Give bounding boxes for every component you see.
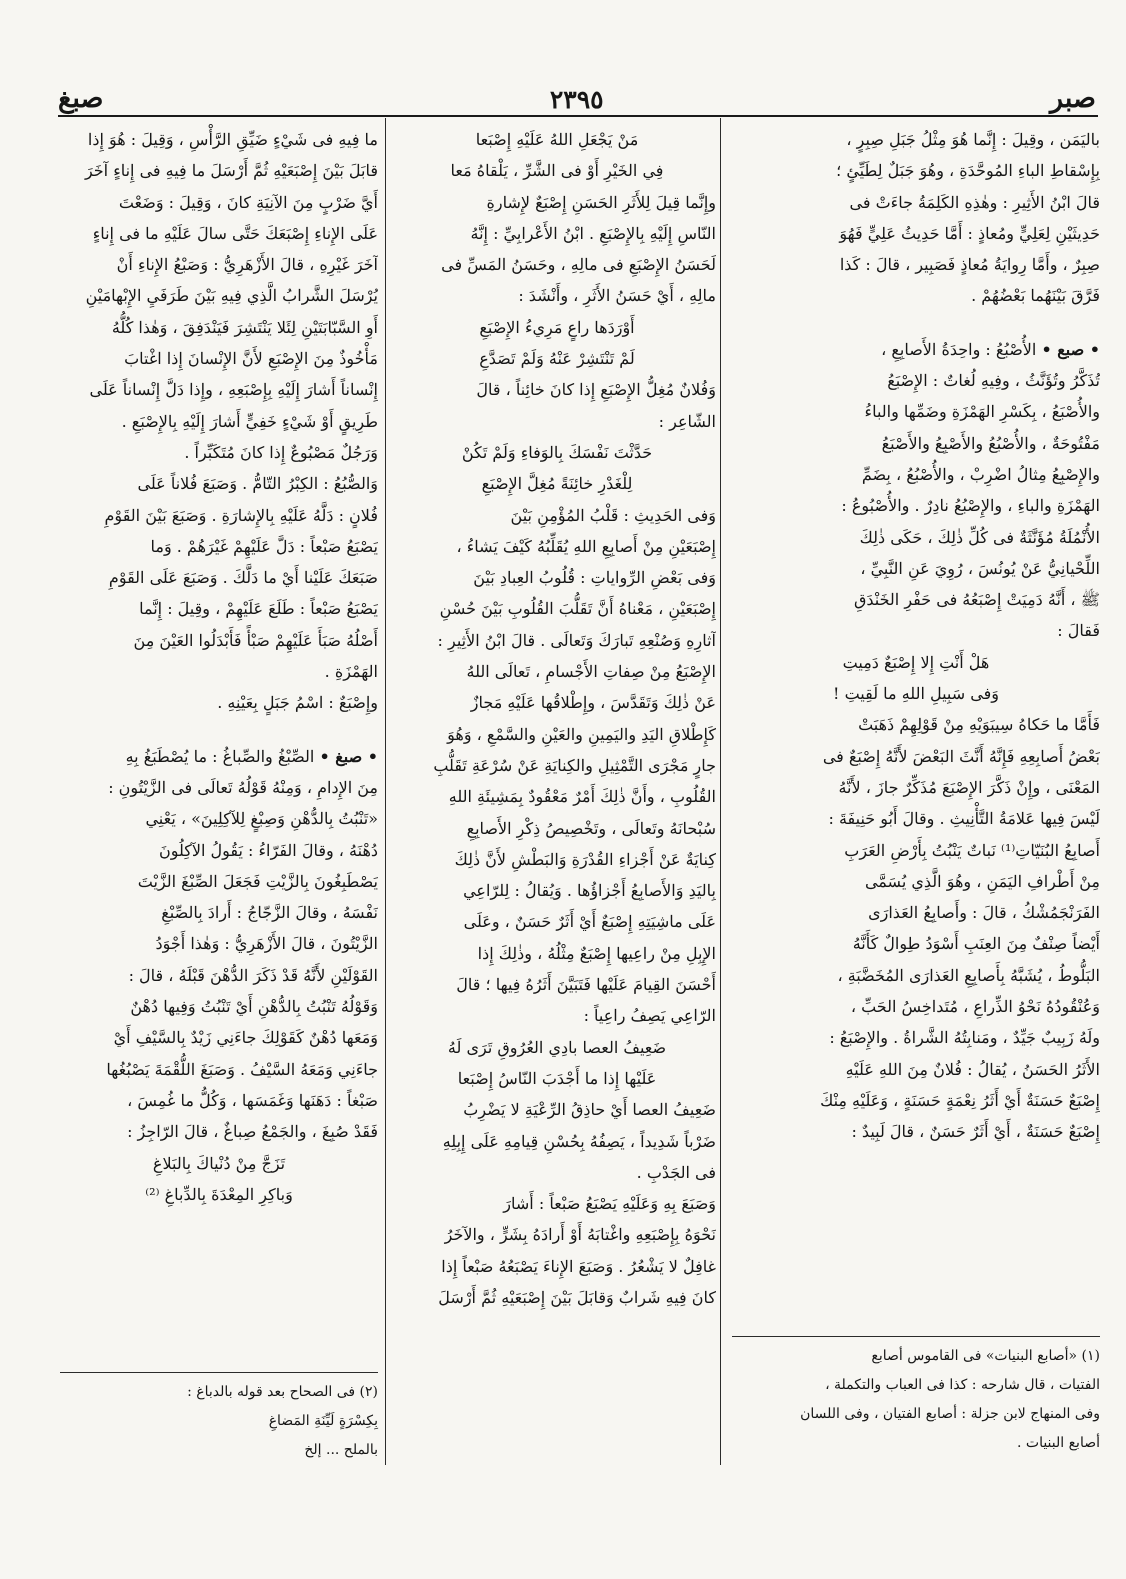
- text-line: المَعْنَى ، وإِنْ ذَكَّرَ الإِصْبَعَ مُذَكِّرٌ جازَ ، لأَنَّهُ: [838, 777, 1100, 797]
- text-line: باليَمَن ، وقِيلَ : إِنَّما هُوَ مِثْلُ جَبَلِ صِبِرٍ ،: [846, 130, 1100, 149]
- text-line: بَعْضُ أَصابِعِهِ فَإِنَّهُ أَنَّثَ البَعْضَ لأَنَّهُ إِصْبَعٌ فى: [822, 746, 1100, 766]
- text-line: بالملح ... إلخ: [304, 1442, 378, 1458]
- verse: [398, 1032, 716, 1095]
- text-line: أَحْسَنَ القِيامَ عَلَيْها فَتَبَيَّنَ أَثَرُهُ فِيها ؛ قالَ: [456, 975, 716, 995]
- entry-first-line: الصِّبْغُ والصِّباغُ : ما يُصْطَبَغُ بِهِ: [125, 746, 315, 766]
- text-line: وإِنَّما قِيلَ لِلأَثَرِ الحَسَنِ إِصْبَعٌ لإِشارةِ: [486, 192, 716, 212]
- text-line: ضَرْباً شَدِيداً ، يَصِفُهُ بِحُسْنِ قِيامِهِ عَلَى إِبِلِهِ: [442, 1131, 716, 1151]
- page-number: ٢٣٩٥: [549, 85, 604, 114]
- text-line: القَوْلَيْنِ لأَنَّهُ قَدْ ذَكَرَ الدُّهْنَ قَبْلَهُ ، قالَ :: [128, 965, 378, 985]
- running-word-left: صبغ: [58, 83, 104, 114]
- footnote: [60, 1378, 378, 1465]
- verse-line: هَلْ أَنْتِ إِلا إِصْبَعٌ دَمِيتِ: [842, 652, 990, 672]
- text-line: الإِصْبَعُ مِنْ صِفاتِ الأَجْسامِ ، تَعالَى اللهُ: [466, 662, 716, 682]
- text-line: النّاسِ إِلَيْهِ بِالإِصْبَعِ . ابْنُ الأَعْرابِيِّ : إِنَّهُ: [470, 223, 716, 243]
- text-line: لَحَسَنُ الإِصْبَعِ فى مالِهِ ، وحَسَنُ المَسِّ فى: [441, 255, 716, 275]
- text-line: وَفُلانٌ مُغِلُّ الإِصْبَعِ إِذا كانَ خائِناً ، قالَ: [476, 380, 716, 400]
- text-block: [398, 374, 716, 437]
- text-line: فَأَمَّا ما حَكاهُ سِيبَوَيْهِ مِنْ قَوْلِهِمْ ذَهَبَتْ: [858, 715, 1100, 735]
- entry-headword: • صبغ •: [319, 746, 378, 766]
- text-line: نَفْسَهُ ، وقالَ الزَّجّاجُ : أَرادَ بِالصِّبْغِ: [161, 903, 378, 923]
- text-line: الأُنْمُلَةُ مُؤَنَّثَةٌ فى كُلِّ ذٰلِكَ ، حَكَى ذٰلِكَ: [859, 527, 1100, 547]
- verse-line: وَباكِرِ المِعْدَةَ بِالدِّباغِ ⁽²⁾: [145, 1184, 293, 1204]
- text-line: عَلَى الإِناءِ إِصْبَعَكَ حَتَّى سالَ عَلَيْهِ ما فى إِناءٍ: [92, 223, 378, 243]
- column-right: [732, 124, 1100, 1148]
- text-line: إِصْبَعٌ حَسَنَةٌ ، أَيْ أَثَرٌ حَسَنٌ ، قالَ لَبِيدٌ :: [851, 1122, 1100, 1142]
- text-line: يَصْطَبِغُونَ بِالزَّيْتِ فَجَعَلَ الصِّبْغَ الزَّيْتَ: [137, 871, 378, 891]
- verse-line: ضَعِيفُ العصا بادِي العُرُوقِ تَرَى لَهُ: [447, 1037, 667, 1057]
- text-line: أَيَّ ضَرْبٍ مِنَ الآنِيَةِ كانَ ، وَقِيلَ : وَضَعْتَ: [118, 192, 378, 212]
- text-line: ضَعِيفُ العصا أَيْ حاذِقُ الرِّعْيَةِ لا يَضْرِبُ: [463, 1100, 716, 1120]
- column-divider: [720, 118, 721, 1465]
- text-line: وَصَبَعَ بِهِ وَعَلَيْهِ يَصْبَعُ صَبْعاً : أَشارَ: [503, 1194, 716, 1214]
- verse-line: وَفى سَبِيلِ اللهِ ما لَقِيتِ !: [833, 684, 999, 704]
- text-line: حَدِيثَيْنِ لِعَلِيٍّ ومُعاذٍ : أَمَّا حَدِيثُ عَلِيٍّ فَهُوَ: [839, 223, 1100, 243]
- text-line: أَيْضاً صِنْفٌ مِنَ العِنَبِ أَسْوَدُ طِوالٌ كَأَنَّهُ: [852, 934, 1100, 954]
- text-line: بِاليَدِ وَالأَصابِعُ أَجْزاؤُها . وَيُقالُ : لِلرّاعِي: [463, 881, 716, 901]
- column-left: [60, 124, 378, 1210]
- text-line: مالِهِ ، أَيْ حَسَنُ الأَثَرِ ، وأَنْشَدَ :: [518, 286, 716, 306]
- text-block: [60, 772, 378, 1148]
- text-line: كِنايَةٌ عَنْ أَجْزاءِ القُدْرَةِ وَالبَطْشِ لأَنَّ ذٰلِكَ: [454, 849, 716, 869]
- text-line: وإِصْبَعٌ : اسْمُ جَبَلٍ بِعَيْنِهِ .: [217, 693, 378, 713]
- text-line: غافِلٌ لا يَشْعُرُ . وَصَبَعَ الإِناءَ يَصْبَعُهُ صَبْعاً إِذا: [441, 1256, 716, 1276]
- text-block: [398, 187, 716, 312]
- footnote: [732, 1342, 1100, 1458]
- verse-line: أَوْرَدَها راعٍ مَرِيءُ الإِصْبَعِ: [479, 317, 635, 337]
- verse-line: لَمْ تَنْتَشِرْ عَنْهُ وَلَمْ تَصَدَّعِ: [479, 349, 635, 369]
- text-line: يَصْبَعُ صَبْعاً : طَلَعَ عَلَيْهِمْ ، وقِيلَ : إِنَّما: [139, 599, 378, 619]
- text-line: إِنْساناً أَشارَ إِلَيْهِ بِإِصْبَعِهِ ، وإِذا دَلَّ إِنْساناً عَلَى: [89, 380, 378, 400]
- text-line: وَرَجُلٌ مَصْبُوعٌ إِذا كانَ مُتَكَبِّراً .: [184, 442, 378, 462]
- text-line: إِصْبَعٌ حَسَنَةٌ أَيْ أَثَرُ نِعْمَةٍ حَسَنَةٍ ، وَعَلَيْهِ مِنْكَ: [820, 1090, 1100, 1110]
- column-divider: [385, 118, 386, 1465]
- text-line: دُهْنَهُ ، وقالَ الفَرّاءُ : يَقُولُ الآكِلُونَ: [158, 840, 378, 860]
- text-line: مَفْتُوحَةٌ ، والأُصْبُعُ والأَصْبِعُ والأَصْبَعُ: [881, 433, 1100, 453]
- text-line: وَعُنْقُودُهُ نَحْوُ الذِّراعِ ، مُتَداخِسُ الحَبِّ ،: [850, 997, 1100, 1017]
- page-header: [58, 74, 1096, 114]
- entry-paragraph: [732, 334, 1100, 365]
- text-line: آخَرَ غَيْرِهِ ، قالَ الأَزْهَرِيُّ : وَصَبْعُ الإِناءِ أَنْ: [116, 255, 378, 275]
- verse-line: حَدَّثْتَ نَفْسَكَ بِالوَفاءِ وَلَمْ تَكُنْ: [461, 442, 653, 462]
- text-line: قابَلَ بَيْنَ إِصْبَعَيْهِ ثُمَّ أَرْسَلَ ما فِيهِ فى إِناءٍ آخَرَ: [84, 161, 378, 181]
- text-line: صَبْغاً : دَهَنَها وَغَمَسَها ، وَكُلُّ ما غُمِسَ ،: [127, 1090, 378, 1110]
- text-line: صَبَعَكَ عَلَيْنا أَيْ ما دَلَّكَ . وَصَبَعَ عَلَى القَوْمِ: [108, 568, 378, 588]
- text-line: وَمَعَها دُهْنٌ كَقَوْلِكَ جاءَنِي زَيْدٌ بِالسَّيْفِ أَيْ: [113, 1028, 378, 1048]
- text-line: فَقَدْ صُبِغَ ، والجَمْعُ صِباغٌ ، قالَ الرّاجِزُ :: [127, 1122, 378, 1142]
- verse: [398, 124, 716, 187]
- text-line: (١) «أصابع البنيات» فى القاموس أصابع: [871, 1348, 1100, 1364]
- text-line: ﷺ ، أَنَّهُ دَمِيَتْ إِصْبَعُهُ فى حَفْرِ الخَنْدَقِ: [853, 590, 1100, 610]
- text-line: البَلُّوطُ ، يُشَبَّهُ بِأَصابِعِ العَذارَى المُخَضَّبَةِ ،: [837, 965, 1100, 985]
- text-line: وَقَوْلُهُ تَنْبُتُ بِالدُّهْنِ أَيْ تَنْبُتُ وَفِيها دُهْنٌ: [130, 997, 378, 1017]
- entry-first-line: الأُصْبُعُ : واحِدَةُ الأَصابِعِ ،: [881, 339, 1037, 359]
- text-line: يُرْسَلَ الشَّرابُ الَّذِي فِيهِ بَيْنَ طَرَفَيِ الإِبْهامَيْنِ: [85, 286, 378, 306]
- text-line: وَالصُّبُعُ : الكِبْرُ التّامُّ . وَصَبَعَ فُلاناً عَلَى: [137, 474, 378, 494]
- verse-line: عَلَيْها إِذا ما أَجْدَبَ النّاسُ إِصْبَعا: [457, 1068, 657, 1088]
- entry-paragraph: [60, 741, 378, 772]
- verse: [60, 1148, 378, 1211]
- text-line: الزَّيْتُونَ ، قالَ الأَزْهَرِيُّ : وَهٰذا أَجْوَدُ: [155, 934, 378, 954]
- text-block: [398, 1094, 716, 1313]
- text-line: وَفى الحَدِيثِ : قَلْبُ المُؤْمِنِ بَيْنَ: [510, 505, 716, 525]
- text-line: الشّاعِر :: [658, 411, 716, 431]
- text-line: عَلَى ماشِيَتِهِ إِصْبَعٌ أَيْ أَثَرٌ حَسَنٌ ، وعَلَى: [463, 912, 716, 932]
- text-line: وَفى بَعْضِ الرِّواياتِ : قُلُوبُ العِبادِ بَيْنَ: [473, 568, 716, 588]
- text-line: صِبِرٌ ، وأَمَّا رِوايَةُ مُعاذٍ فَصَبِير ، قالَ : كَذا: [839, 255, 1100, 275]
- text-line: جارٍ مَجْرَى التَّمْثِيلِ والكِنايَةِ عَنْ سُرْعَةِ تَقَلُّبِ: [433, 755, 716, 775]
- text-line: اللِّحْيانِيُّ عَنْ يُونُسَ ، رُوِيَ عَنِ النَّبِيِّ ،: [860, 558, 1100, 578]
- text-line: أَصابِعُ البُنَيّاتِ⁽¹⁾ نَباتٌ يَنْبُتُ بِأَرْضِ العَرَبِ: [844, 840, 1100, 860]
- text-line: جاءَنِي وَمَعَهُ السَّيْفُ . وَصَبَغَ اللُّقْمَةَ يَصْبُغُها: [106, 1059, 378, 1079]
- verse-line: تَزَجَّ مِنْ دُنْياكَ بِالبَلاغِ: [152, 1153, 286, 1173]
- text-line: فَقالَ :: [1057, 621, 1100, 641]
- text-line: بِإِسْقاطِ الباءِ المُوحَّدَةِ ، وهُوَ جَبَلٌ لِطَيِّئٍ ؛: [836, 161, 1100, 181]
- text-line: «تَنْبُتُ بِالدُّهْنِ وَصِبْغٍ لِلآكِلِينَ» ، يَعْنِي: [145, 809, 378, 829]
- text-line: آثارِهِ وَصُنْعِهِ تَبارَكَ وَتَعالَى . قالَ ابْنُ الأَثِيرِ :: [437, 630, 716, 650]
- verse-line: فِي الخَيْرِ أَوْ فى الشَّرِّ ، يَلْقاهُ مَعا: [450, 161, 664, 181]
- text-line: قالَ ابْنُ الأَثِيرِ : وهٰذِهِ الكَلِمَةُ جاءَتْ فى: [849, 192, 1100, 212]
- text-line: تُذَكَّرُ وتُؤَنَّثُ ، وفِيهِ لُغاتٌ : الإِصْبَعُ: [887, 371, 1100, 391]
- text-line: الفتيات ، قال شارحه : كذا فى العباب والتكملة ،: [825, 1377, 1100, 1393]
- text-line: الفَرَنْجَمُشْكُ ، قالَ : وأَصابِعُ العَذارَى: [868, 903, 1100, 923]
- text-line: فُلانٍ : دَلَّهُ عَلَيْهِ بِالإِشارَةِ . وَصَبَعَ بَيْنَ القَوْمِ: [104, 505, 378, 525]
- text-line: فَرَّقَ بَيْنَهُما بَعْضُهُمْ .: [971, 286, 1100, 306]
- header-rule: [58, 115, 1098, 117]
- text-line: أَوِ السَّبّابَتَيْنِ لِئَلا يَنْتَشِرَ فَيَنْدَفِقَ ، وَهٰذا كُلُّهُ: [111, 317, 378, 337]
- running-word-right: صبر: [1050, 83, 1096, 114]
- text-line: يَصْبَعُ صَبْعاً : دَلَّ عَلَيْهِمْ غَيْرَهُمْ . وَما: [150, 536, 378, 556]
- text-line: نَحْوَهُ بِإِصْبَعِهِ واغْتابَهُ أَوْ أَرادَهُ بِشَرٍّ ، والآخَرُ: [444, 1225, 716, 1245]
- text-block: [398, 500, 716, 1032]
- footnote-rule: [60, 1372, 378, 1373]
- text-line: لَيْسَ فِيها عَلامَةُ التَّأْنِيثِ . وقالَ أَبُو حَنِيفَةَ :: [828, 809, 1100, 829]
- verse: [398, 312, 716, 375]
- text-line: القُلُوبِ ، وأَنَّ ذٰلِكَ أَمْرٌ مَعْقُودٌ بِمَشِيئَةِ اللهِ: [448, 787, 716, 807]
- text-line: أصابع البنيات .: [1016, 1435, 1100, 1451]
- text-line: الهَمْزَةِ والباءِ ، والإِصْبُعُ نادِرٌ . والأُصْبُوعُ :: [841, 496, 1100, 516]
- text-line: أَصْلُهُ صَبَأَ عَلَيْهِمْ صَبْأً فَأَبْدَلُوا العَيْنَ مِنَ: [133, 630, 378, 650]
- text-line: إِصْبَعَيْنِ مِنْ أَصابِعِ اللهِ يُقَلِّبُهُ كَيْفَ يَشاءُ ،: [456, 536, 716, 556]
- entry-headword: • صبع •: [1041, 339, 1100, 359]
- verse-line: مَنْ يَجْعَلِ اللهُ عَلَيْهِ إِصْبَعا: [475, 130, 639, 149]
- text-block: [60, 124, 378, 719]
- text-block: [732, 124, 1100, 312]
- text-block: [732, 709, 1100, 1147]
- text-line: (٢) فى الصحاح بعد قوله بالدباغ :: [187, 1384, 378, 1400]
- text-line: فى الجَدْبِ .: [636, 1162, 716, 1182]
- text-line: ولَهُ زَبِيبٌ جَيِّدٌ ، ومَنابِتُهُ الشَّراةُ . والإِصْبَعُ :: [829, 1028, 1100, 1048]
- verse: [398, 437, 716, 500]
- text-line: والإِصْبِعُ مِثالُ اضْرِبْ ، والأُصْبُعُ ، بِضَمِّ: [861, 464, 1100, 484]
- text-line: الرّاعِي يَصِفُ راعِياً :: [583, 1006, 716, 1026]
- text-line: كانَ فِيهِ شَرابٌ وَقابَلَ بَيْنَ إِصْبَعَيْهِ ثُمَّ أَرْسَلَ: [438, 1287, 716, 1307]
- verse-line: لِلْغَدْرِ خائِنَةً مُغِلَّ الإِصْبَعِ: [481, 474, 633, 494]
- text-line: إِصْبَعَيْنِ ، مَعْناهُ أَنَّ تَقَلُّبَ القُلُوبِ بَيْنَ حُسْنِ: [439, 599, 716, 619]
- text-line: سُبْحانَهُ وتَعالَى ، وتَخْصِيصُ ذِكْرِ الأَصابِعِ: [466, 818, 716, 838]
- text-line: بِكِسْرَةٍ لَيِّنَةِ المَضاغِ: [268, 1413, 378, 1429]
- text-line: ما فِيهِ فى شَيْءٍ ضَيِّقِ الرَّأْسِ ، وَقِيلَ : هُوَ إِذا: [87, 130, 378, 149]
- text-line: الهَمْزَةِ .: [324, 662, 378, 682]
- text-line: الأَثَرُ الحَسَنُ ، يُقالُ : فُلانٌ مِنَ اللهِ عَلَيْهِ: [845, 1059, 1100, 1079]
- text-line: طَرِيقٍ أَوْ شَيْءٍ خَفِيٍّ أَشارَ إِلَيْهِ بِالإِصْبَعِ .: [121, 411, 378, 431]
- verse: [732, 647, 1100, 710]
- text-line: وفى المنهاج لابن جزلة : أصابع الفتيان ، وفى اللسان: [800, 1406, 1100, 1422]
- column-middle: [398, 124, 716, 1313]
- text-line: الإِبِلِ مِنْ راعِيها إِصْبَعٌ مِثْلُهُ ، وذٰلِكَ إِذا: [477, 943, 716, 963]
- text-line: والأُصْبَعُ ، بِكَسْرِ الهَمْزَةِ وضَمِّها والباءُ: [864, 402, 1100, 422]
- footnote-rule: [732, 1336, 1100, 1337]
- text-line: مِنَ الإِدامِ ، وَمِنْهُ قَوْلُهُ تَعالَى فى الزَّيْتُونِ :: [108, 777, 378, 797]
- text-line: مِنْ أَطْرافِ اليَمَنِ ، وهُوَ الَّذِي يُسَمَّى: [864, 871, 1100, 891]
- text-line: كَإِطْلاقِ اليَدِ واليَمِينِ والعَيْنِ والسَّمْعِ ، وَهُوَ: [447, 724, 716, 744]
- text-line: عَنْ ذٰلِكَ وَتَقَدَّسَ ، وإِطْلاقُها عَلَيْهِ مَجازٌ: [470, 693, 716, 713]
- text-line: مَأْخُوذٌ مِنَ الإِصْبَعِ لأَنَّ الإِنْسانَ إِذا اغْتابَ: [124, 349, 378, 369]
- text-block: [732, 365, 1100, 647]
